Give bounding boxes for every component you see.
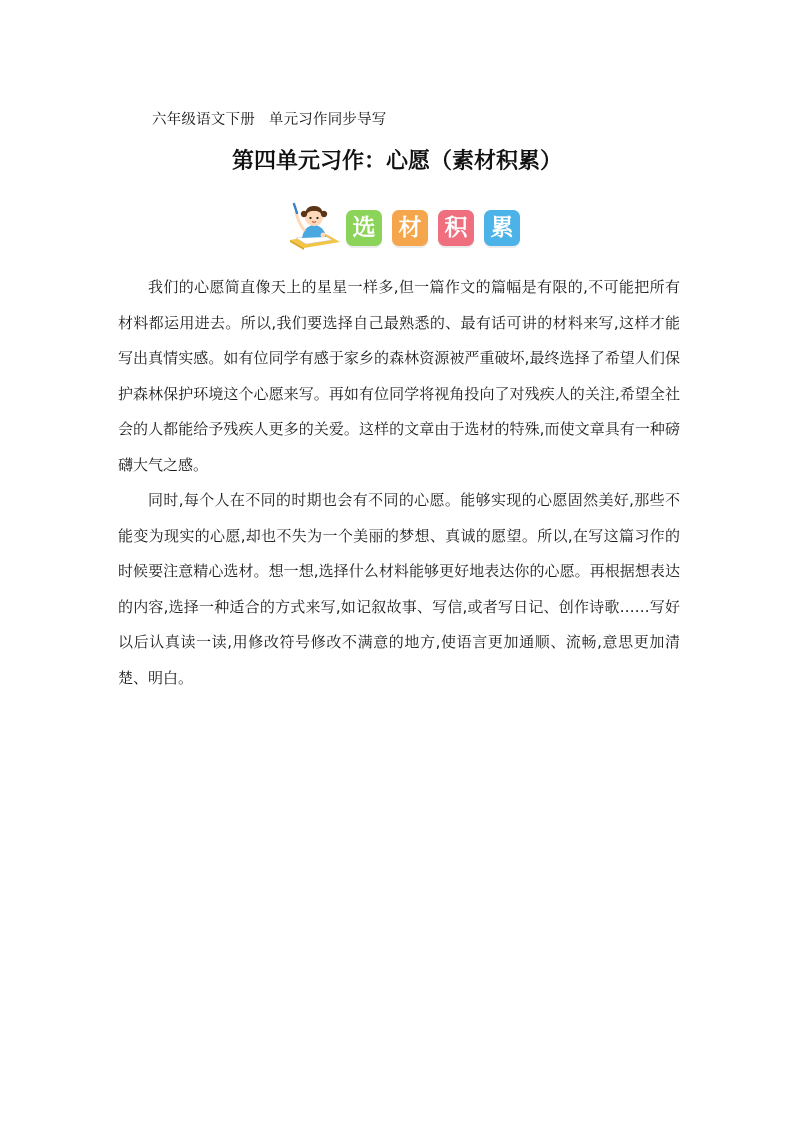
paragraph-1: 我们的心愿简直像天上的星星一样多,但一篇作文的篇幅是有限的,不可能把所有材料都运用进去。所以,我们要选择自己最熟悉的、最有话可讲的材料来写,这样才能写出真情实感。如有位同学有感于家乡的森林资源被严重破坏,最终选择了希望人们保护森林保护环境这个心愿来写。再如有位同学将视角投向了对残疾人的关注,希望全社会的人都能给予残疾人更多的关爱。这样的文章由于选材的特殊,而使文章具有一种磅礴大气之感。 xyxy=(118,278,680,474)
banner-tile-1: 选 xyxy=(346,210,382,246)
banner-tile-2: 材 xyxy=(392,210,428,246)
section-banner xyxy=(286,200,526,252)
student-writing-icon xyxy=(286,200,342,250)
banner-tile-4: 累 xyxy=(484,210,520,246)
header-grade-book: 六年级语文下册 xyxy=(152,112,255,128)
header-subtitle: 单元习作同步导写 xyxy=(268,112,387,128)
paragraph-2: 同时,每个人在不同的时期也会有不同的心愿。能够实现的心愿固然美好,那些不能变为现实的心愿,却也不失为一个美丽的梦想、真诚的愿望。所以,在写这篇习作的时候要注意精心选材。想一想,选择什么材料能够更好地表达你的心愿。再根据想表达的内容,选择一种适合的方式来写,如记叙故事、写信,或者写日记、创作诗歌……写好以后认真读一读,用修改符号修改不满意的地方,使语言更加通顺、流畅,意思更加清楚、明白。 xyxy=(118,491,680,687)
banner-tile-3: 积 xyxy=(438,210,474,246)
page-title: 第四单元习作：心愿（素材积累） xyxy=(231,149,562,174)
article-body xyxy=(118,270,680,696)
running-header xyxy=(152,108,387,129)
